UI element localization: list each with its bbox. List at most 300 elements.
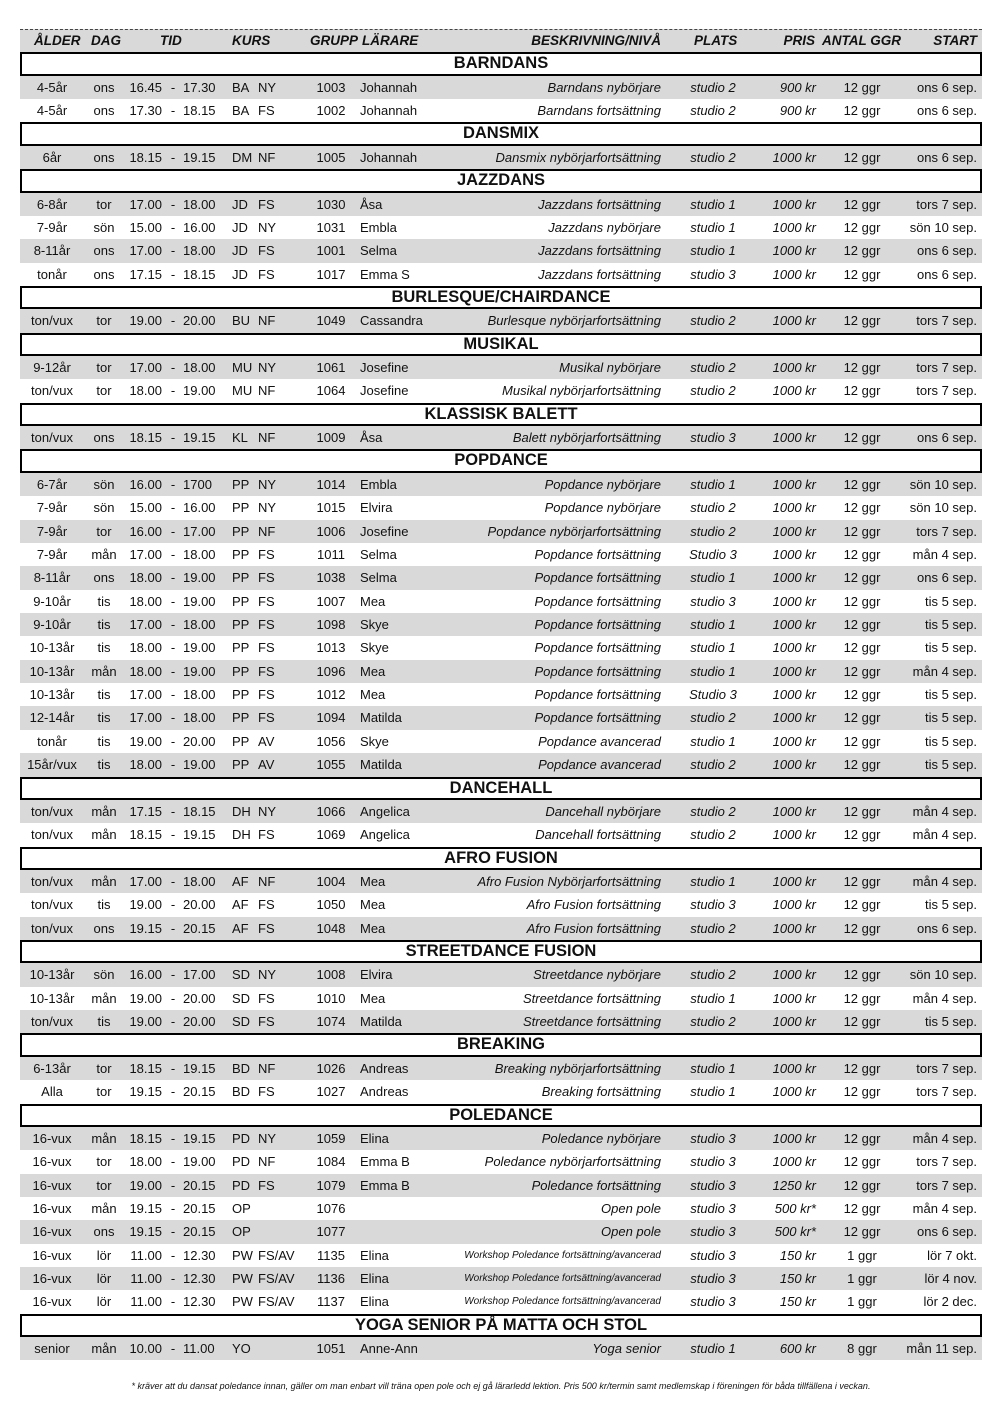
price: 500 kr* [774, 1200, 816, 1216]
time-separator: - [170, 196, 176, 212]
location: studio 3 [690, 1200, 736, 1216]
teacher-name: Emma B [360, 1154, 410, 1170]
course-level: NF [258, 1060, 276, 1076]
day-cell: sön [93, 219, 115, 235]
course-description: Popdance fortsättning [534, 593, 661, 609]
course-description: Popdance fortsättning [534, 710, 661, 726]
time-end: 20.00 [183, 1014, 216, 1030]
location: studio 2 [690, 710, 736, 726]
age-cell: 16-vux [32, 1177, 72, 1193]
time-end: 18.15 [183, 803, 216, 819]
time-end: 12.30 [183, 1247, 216, 1263]
location: studio 2 [690, 149, 736, 165]
time-start: 18.15 [129, 827, 162, 843]
teacher-name: Matilda [360, 710, 402, 726]
start-date: tors 7 sep. [916, 1154, 977, 1170]
time-start: 18.15 [129, 1060, 162, 1076]
course-level: AV [258, 733, 275, 749]
session-count: 12 ggr [843, 266, 881, 282]
price: 1000 kr [772, 383, 816, 399]
day-cell: tis [97, 640, 111, 656]
table-row [20, 683, 982, 706]
group-number: 1004 [316, 873, 346, 889]
time-end: 20.00 [183, 733, 216, 749]
group-number: 1096 [316, 663, 346, 679]
age-cell: 4-5år [36, 79, 68, 95]
course-level: FS [258, 827, 275, 843]
course-code: DM [232, 149, 253, 165]
course-description: Open pole [601, 1200, 661, 1216]
session-count: 12 ggr [843, 967, 881, 983]
time-start: 18.00 [129, 757, 162, 773]
start-date: ons 6 sep. [917, 920, 977, 936]
time-separator: - [170, 430, 176, 446]
age-cell: 16-vux [32, 1130, 72, 1146]
course-description: Workshop Poledance fortsättning/avancerad [464, 1249, 661, 1261]
start-date: mån 4 sep. [912, 827, 977, 843]
start-date: tors 7 sep. [916, 1177, 977, 1193]
table-header-row [20, 29, 982, 52]
time-separator: - [170, 149, 176, 165]
time-end: 18.15 [183, 103, 216, 119]
time-separator: - [170, 476, 176, 492]
course-level: FS [258, 990, 275, 1006]
time-end: 20.15 [183, 1084, 216, 1100]
teacher-name: Josefine [360, 523, 409, 539]
group-number: 1017 [316, 266, 346, 282]
course-level: NF [258, 1154, 276, 1170]
price: 1000 kr [772, 687, 816, 703]
table-row [20, 660, 982, 683]
column-header-day: DAG [91, 33, 121, 48]
time-start: 17.00 [129, 616, 162, 632]
time-end: 18.00 [183, 616, 216, 632]
time-separator: - [170, 1154, 176, 1170]
course-description: Workshop Poledance fortsättning/avancerad [464, 1273, 661, 1285]
time-end: 19.00 [183, 570, 216, 586]
time-start: 18.00 [129, 593, 162, 609]
course-code: JD [232, 266, 248, 282]
time-separator: - [170, 546, 176, 562]
teacher-name: Josefine [360, 383, 409, 399]
teacher-name: Elvira [360, 967, 393, 983]
course-code: KL [232, 430, 248, 446]
time-separator: - [170, 803, 176, 819]
table-row [20, 76, 982, 99]
section-title: MUSIKAL [463, 334, 539, 353]
day-cell: mån [91, 803, 117, 819]
course-level: FS [258, 710, 275, 726]
price: 1000 kr [772, 149, 816, 165]
course-level: FS [258, 640, 275, 656]
start-date: mån 4 sep. [912, 803, 977, 819]
price: 1000 kr [772, 873, 816, 889]
age-cell: 16-vux [32, 1294, 72, 1310]
age-cell: ton/vux [31, 803, 73, 819]
teacher-name: Skye [360, 616, 389, 632]
section-header [20, 122, 982, 145]
time-end: 19.15 [183, 827, 216, 843]
course-level [258, 1337, 308, 1360]
time-separator: - [170, 1130, 176, 1146]
time-end: 17.00 [183, 967, 216, 983]
course-level: FS [258, 1084, 275, 1100]
session-count: 12 ggr [843, 757, 881, 773]
teacher-name: Matilda [360, 757, 402, 773]
course-description: Popdance fortsättning [534, 616, 661, 632]
group-number: 1001 [316, 243, 346, 259]
course-code: PD [232, 1130, 251, 1146]
start-date: tis 5 sep. [924, 710, 977, 726]
teacher-name: Skye [360, 640, 389, 656]
location: studio 2 [690, 967, 736, 983]
teacher-name: Mea [360, 663, 386, 679]
course-level: NF [258, 430, 276, 446]
section-title: BREAKING [456, 1035, 545, 1054]
day-cell: ons [93, 920, 115, 936]
group-number: 1135 [317, 1247, 345, 1263]
section-title: AFRO FUSION [444, 848, 558, 867]
group-number: 1074 [316, 1014, 346, 1030]
section-header [20, 286, 982, 309]
time-end: 12.30 [183, 1294, 216, 1310]
group-number: 1059 [316, 1130, 346, 1146]
start-date: lör 7 okt. [927, 1247, 977, 1263]
time-separator: - [170, 897, 176, 913]
course-description: Popdance avancerad [538, 757, 661, 773]
day-cell: mån [91, 1200, 117, 1216]
day-cell: tor [96, 523, 112, 539]
group-number: 1027 [316, 1084, 346, 1100]
time-separator: - [170, 920, 176, 936]
course-code: PW [232, 1271, 253, 1287]
day-cell: tis [97, 733, 111, 749]
session-count: 12 ggr [843, 1014, 881, 1030]
course-level [258, 1197, 308, 1220]
course-level: NY [258, 79, 277, 95]
price: 1250 kr [772, 1177, 816, 1193]
age-cell: ton/vux [31, 827, 73, 843]
group-number: 1079 [316, 1177, 346, 1193]
session-count: 12 ggr [843, 500, 881, 516]
start-date: lör 2 dec. [923, 1294, 977, 1310]
day-cell: lör [96, 1247, 112, 1263]
session-count: 12 ggr [843, 430, 881, 446]
time-start: 17.00 [129, 196, 162, 212]
start-date: ons 6 sep. [917, 243, 977, 259]
day-cell: tor [96, 383, 112, 399]
age-cell: 6år [42, 149, 62, 165]
session-count: 12 ggr [843, 710, 881, 726]
day-cell: tor [96, 196, 112, 212]
course-code: JD [232, 243, 248, 259]
column-header-price: PRIS [783, 33, 815, 48]
day-cell: mån [91, 1341, 117, 1357]
time-start: 11.00 [130, 1294, 162, 1310]
course-level: FS [258, 687, 275, 703]
price: 1000 kr [772, 710, 816, 726]
location: studio 1 [690, 873, 736, 889]
time-start: 16.00 [129, 523, 162, 539]
start-date: ons 6 sep. [917, 266, 977, 282]
course-code: MU [232, 383, 253, 399]
group-number: 1050 [316, 897, 346, 913]
location: studio 1 [690, 196, 736, 212]
course-code: PP [232, 593, 250, 609]
start-date: tors 7 sep. [916, 313, 977, 329]
start-date: tors 7 sep. [916, 523, 977, 539]
age-cell: 7-9år [36, 219, 68, 235]
course-level: FS [258, 103, 275, 119]
session-count: 12 ggr [843, 593, 881, 609]
teacher-name: Embla [360, 476, 397, 492]
course-description: Popdance fortsättning [534, 687, 661, 703]
table-row [20, 1220, 982, 1243]
age-cell: 10-13år [29, 640, 75, 656]
location: studio 1 [690, 663, 736, 679]
age-cell: 16-vux [32, 1247, 72, 1263]
location: studio 2 [690, 103, 736, 119]
time-end: 12.30 [183, 1271, 216, 1287]
start-date: tis 5 sep. [924, 593, 977, 609]
time-separator: - [170, 523, 176, 539]
group-number: 1031 [316, 219, 346, 235]
day-cell: tis [97, 710, 111, 726]
session-count: 12 ggr [843, 1177, 881, 1193]
age-cell: 9-10år [33, 616, 71, 632]
time-end: 20.00 [183, 897, 216, 913]
session-count: 12 ggr [843, 733, 881, 749]
age-cell: ton/vux [31, 873, 73, 889]
location: Studio 3 [689, 546, 737, 562]
time-end: 18.00 [183, 687, 216, 703]
day-cell: mån [91, 827, 117, 843]
course-description: Popdance fortsättning [534, 640, 661, 656]
table-row [20, 636, 982, 659]
location: studio 3 [690, 266, 736, 282]
start-date: ons 6 sep. [917, 103, 977, 119]
day-cell: tor [96, 360, 112, 376]
section-header [20, 847, 982, 870]
time-separator: - [170, 1200, 176, 1216]
day-cell: ons [93, 149, 115, 165]
age-cell: 10-13år [29, 687, 75, 703]
course-level: FS/AV [258, 1247, 295, 1263]
start-date: tis 5 sep. [924, 616, 977, 632]
column-header-location: PLATS [694, 33, 738, 48]
table-row [20, 963, 982, 986]
teacher-name: Andreas [360, 1060, 409, 1076]
course-code: PD [232, 1154, 251, 1170]
course-description: Popdance fortsättning [534, 570, 661, 586]
course-level: NF [258, 149, 276, 165]
course-level: FS [258, 570, 275, 586]
location: studio 2 [690, 360, 736, 376]
time-separator: - [170, 103, 176, 119]
teacher-name: Elina [360, 1130, 389, 1146]
location: studio 1 [690, 1084, 736, 1100]
table-row [20, 193, 982, 216]
start-date: mån 4 sep. [912, 546, 977, 562]
group-number: 1015 [316, 500, 346, 516]
age-cell: 7-9år [36, 500, 68, 516]
time-end: 18.00 [183, 546, 216, 562]
group-number: 1137 [317, 1294, 345, 1310]
course-level: NY [258, 1130, 277, 1146]
session-count: 12 ggr [843, 640, 881, 656]
location: studio 3 [690, 1154, 736, 1170]
day-cell: tor [96, 313, 112, 329]
teacher-name: Cassandra [360, 313, 423, 329]
course-code: PP [232, 616, 250, 632]
section-header [20, 169, 982, 192]
section-title: BARNDANS [453, 54, 549, 73]
table-row [20, 1174, 982, 1197]
location: studio 2 [690, 523, 736, 539]
price: 1000 kr [772, 616, 816, 632]
location: studio 3 [690, 593, 736, 609]
group-number: 1006 [316, 523, 346, 539]
start-date: sön 10 sep. [909, 967, 977, 983]
teacher-name: Anne-Ann [360, 1341, 418, 1357]
course-level: FS [258, 593, 275, 609]
course-code: PP [232, 570, 250, 586]
course-level: FS [258, 616, 275, 632]
table-row [20, 753, 982, 776]
teacher-name: Elina [360, 1294, 389, 1310]
age-cell: 6-13år [33, 1060, 71, 1076]
course-level: NY [258, 803, 277, 819]
session-count: 12 ggr [843, 1060, 881, 1076]
column-header-count: ANTAL GGR [822, 33, 901, 48]
course-code: SD [232, 990, 251, 1006]
start-date: mån 11 sep. [906, 1341, 977, 1357]
location: studio 2 [690, 500, 736, 516]
start-date: tors 7 sep. [916, 360, 977, 376]
table-row [20, 917, 982, 940]
age-cell: ton/vux [31, 1014, 73, 1030]
column-header-start: START [933, 33, 977, 48]
teacher-name: Åsa [360, 430, 383, 446]
price: 150 kr [779, 1271, 816, 1287]
group-number: 1098 [316, 616, 346, 632]
table-row [20, 870, 982, 893]
group-number: 1008 [316, 967, 346, 983]
time-start: 19.00 [129, 897, 162, 913]
group-number: 1003 [316, 79, 346, 95]
price: 600 kr [779, 1341, 816, 1357]
teacher-name: Selma [360, 243, 397, 259]
group-number: 1014 [316, 476, 346, 492]
time-start: 16.00 [129, 476, 162, 492]
course-level: FS [258, 663, 275, 679]
table-row [20, 590, 982, 613]
column-header-age: ÅLDER [34, 33, 81, 48]
table-row [20, 520, 982, 543]
table-row [20, 426, 982, 449]
age-cell: 4-5år [36, 103, 68, 119]
table-row [20, 99, 982, 122]
location: studio 2 [690, 383, 736, 399]
start-date: tis 5 sep. [924, 897, 977, 913]
teacher-name: Johannah [360, 149, 418, 165]
course-code: JD [232, 219, 248, 235]
teacher-name: Mea [360, 593, 386, 609]
age-cell: 8-11år [33, 570, 71, 586]
section-header [20, 449, 982, 472]
course-description: Popdance fortsättning [534, 663, 661, 679]
group-number: 1026 [316, 1060, 346, 1076]
session-count: 1 ggr [847, 1294, 877, 1310]
time-separator: - [170, 1247, 176, 1263]
table-row [20, 379, 982, 402]
start-date: sön 10 sep. [909, 500, 977, 516]
section-header [20, 940, 982, 963]
day-cell: tor [96, 1177, 112, 1193]
price: 1000 kr [772, 1014, 816, 1030]
time-separator: - [170, 500, 176, 516]
time-separator: - [170, 1224, 176, 1240]
table-row [20, 800, 982, 823]
price: 1000 kr [772, 196, 816, 212]
time-start: 17.30 [129, 103, 162, 119]
section-title: DANSMIX [462, 124, 540, 143]
table-row [20, 309, 982, 332]
section-header [20, 333, 982, 356]
time-start: 19.00 [129, 1014, 162, 1030]
group-number: 1012 [316, 687, 346, 703]
course-description: Streetdance nybörjare [533, 967, 661, 983]
course-description: Barndans nybörjare [547, 79, 661, 95]
location: studio 2 [690, 757, 736, 773]
price: 1000 kr [772, 219, 816, 235]
course-level: NF [258, 873, 276, 889]
table-row [20, 1267, 982, 1290]
time-end: 16.00 [183, 219, 216, 235]
time-end: 20.00 [183, 313, 216, 329]
group-number: 1005 [316, 149, 346, 165]
age-cell: ton/vux [31, 897, 73, 913]
group-number: 1048 [316, 920, 346, 936]
time-start: 15.00 [129, 219, 162, 235]
age-cell: 10-13år [29, 663, 75, 679]
time-start: 18.00 [129, 383, 162, 399]
course-code: DH [232, 803, 251, 819]
teacher-name: Åsa [360, 196, 383, 212]
table-row [20, 263, 982, 286]
time-end: 19.00 [183, 757, 216, 773]
time-end: 20.15 [183, 920, 216, 936]
start-date: tors 7 sep. [916, 383, 977, 399]
price: 1000 kr [772, 500, 816, 516]
age-cell: 6-7år [36, 476, 68, 492]
time-start: 18.00 [129, 663, 162, 679]
session-count: 12 ggr [843, 897, 881, 913]
session-count: 12 ggr [843, 827, 881, 843]
price: 1000 kr [772, 897, 816, 913]
table-row [20, 987, 982, 1010]
group-number: 1007 [316, 593, 346, 609]
time-separator: - [170, 1060, 176, 1076]
time-separator: - [170, 873, 176, 889]
course-level: NF [258, 313, 276, 329]
course-code: JD [232, 196, 248, 212]
day-cell: ons [93, 1224, 115, 1240]
teacher-name: Angelica [360, 803, 410, 819]
location: studio 1 [690, 1060, 736, 1076]
course-description: Musikal nybörjare [559, 360, 661, 376]
time-separator: - [170, 1014, 176, 1030]
